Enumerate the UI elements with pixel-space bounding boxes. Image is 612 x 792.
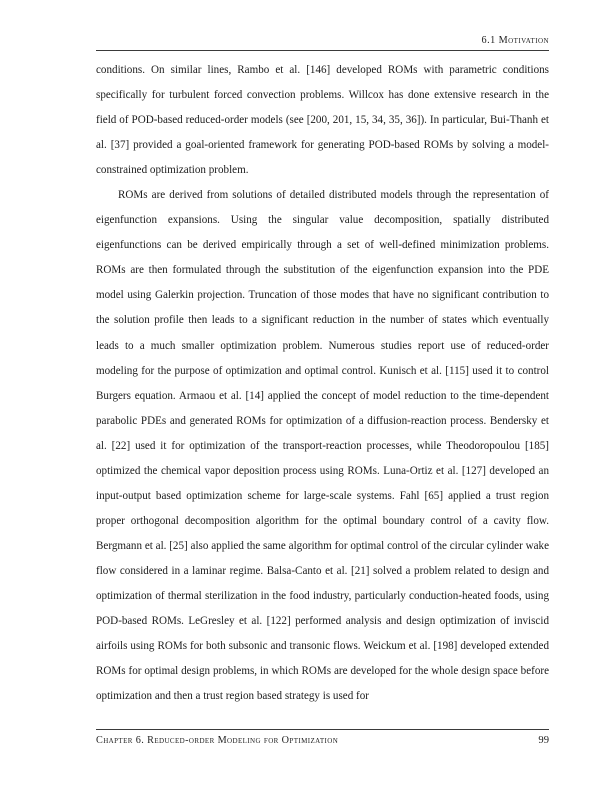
paragraph: ROMs are derived from solutions of detailed distributed models through the representation of eigenfunction expansions. Using the singular value decomposition, spatially distributed eigenfunctions can be derived empirically through a set of well-defined minimization problems. ROMs are then formulated through the substitution of the eigenfunction expansion into the PDE model using Galerkin projection. Truncation of those modes that have no significant contribution to the solution profile then leads to a significant reduction in the number of states which eventually leads to a much smaller optimization problem. Numerous studies report use of reduced-order modeling for the purpose of optimization and optimal control. Kunisch et al. [115] used it to control Burgers equation. Armaou et al. [14] applied the concept of model reduction to the time-dependent parabolic PDEs and generated ROMs for optimization of a diffusion-reaction process. Bendersky et al. [22] used it for optimization of the transport-reaction processes, while Theodoropoulou [185] optimized the chemical vapor deposition process using ROMs. Luna-Ortiz et al. [127] developed an input-output based optimization scheme for large-scale systems. Fahl [65] applied a trust region proper orthogonal decomposition algorithm for the optimal boundary control of a cavity flow. Bergmann et al. [25] also applied the same algorithm for optimal control of the circular cylinder wake flow considered in a laminar regime. Balsa-Canto et al. [21] solved a problem related to design and optimization of thermal sterilization in the food industry, particularly conduction-heated foods, using POD-based ROMs. LeGresley et al. [122] performed analysis and design optimization of inviscid airfoils using ROMs for both subsonic and transonic flows. Weickum et al. [198] developed extended ROMs for optimal design problems, in which ROMs are developed for the whole design space before optimization and then a trust region based strategy is used for [96, 189, 549, 703]
footer-chapter-title: Chapter 6. Reduced-order Modeling for Optimization [96, 735, 339, 746]
page-number: 99 [538, 735, 549, 746]
paragraph: conditions. On similar lines, Rambo et al. [146] developed ROMs with parametric conditions specifically for turbulent forced convection problems. Willcox has done extensive research in the field of POD-based reduced-order models (see [200, 201, 15, 34, 35, 36]). In particular, Bui-Thanh et al. [37] provided a goal-oriented framework for generating POD-based ROMs by solving a model-constrained optimization problem. [96, 64, 549, 177]
footer-rule [96, 729, 549, 730]
body-text [96, 58, 549, 709]
running-footer [96, 735, 549, 746]
running-header [96, 30, 549, 49]
header-rule [96, 50, 549, 51]
running-header-title: 6.1 Motivation [481, 35, 549, 46]
